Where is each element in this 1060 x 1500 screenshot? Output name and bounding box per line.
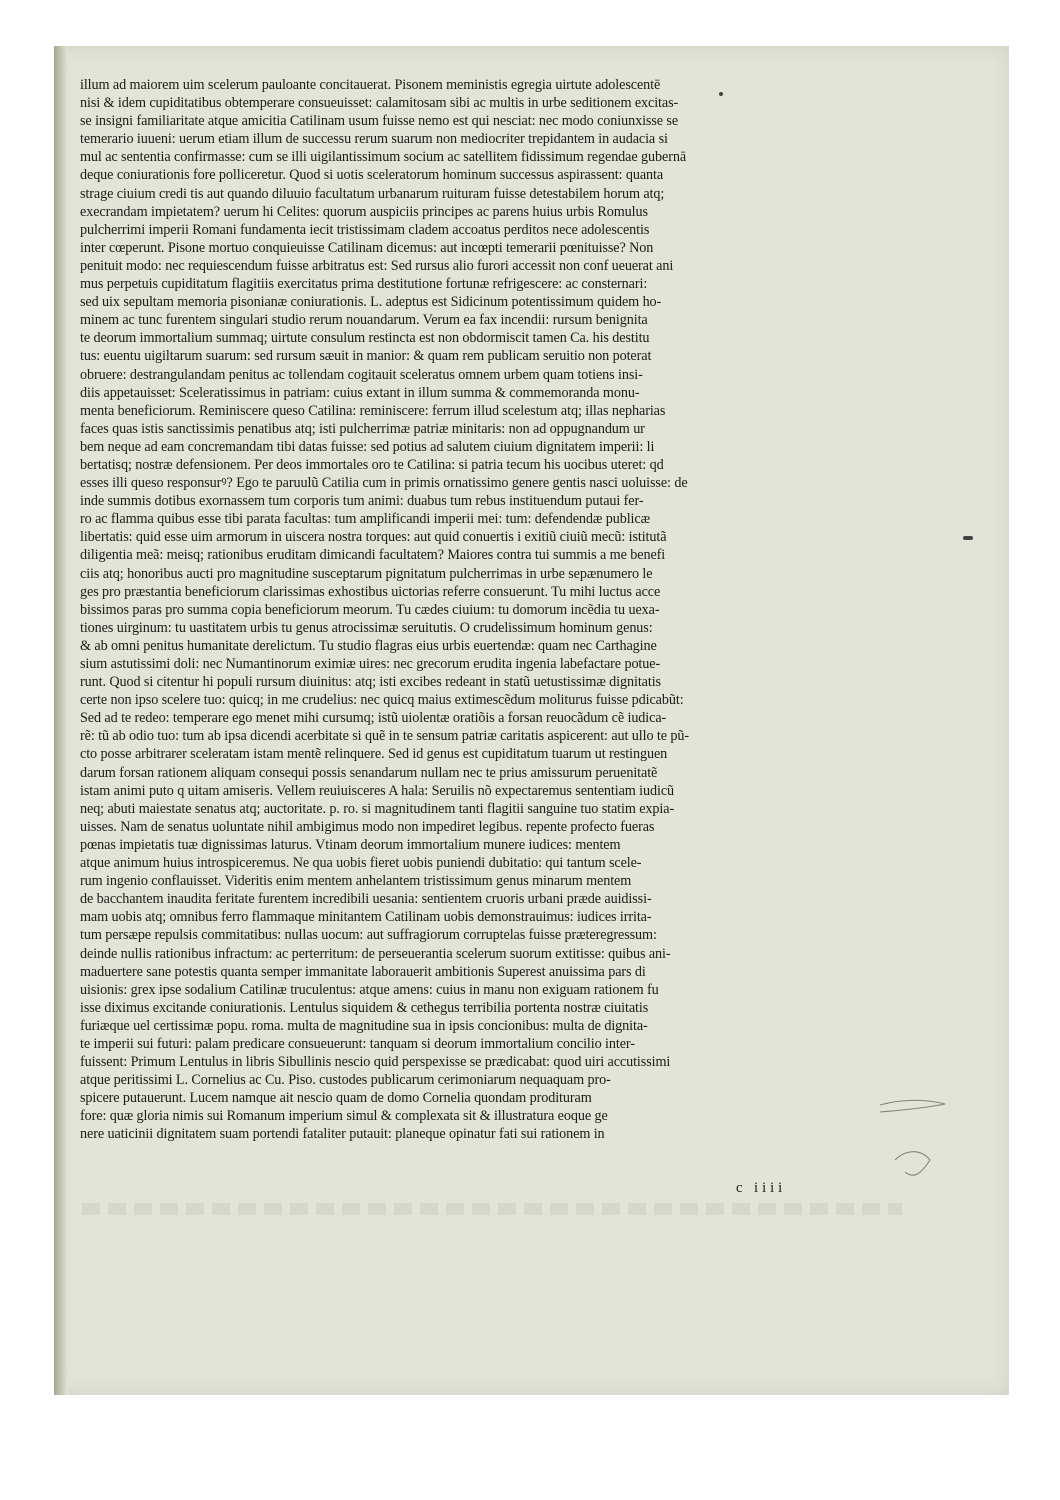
text-line: atque animum huius introspiceremus. Ne qua uobis fieret uobis puniendi dubitatio: qui tantum scele- <box>80 855 642 872</box>
text-line: diligentia meã: meisq; rationibus eruditam dimicandi facultatem? Maiores contra tui summis a me benefi <box>80 547 666 564</box>
text-line: isse diximus excitande coniurationis. Lentulus siquidem & cethegus terribilia portenta nostræ ciuitatis <box>80 999 649 1016</box>
ink-speck <box>963 536 973 540</box>
page-binding-edge <box>54 46 68 1395</box>
text-line: istam animi puto q uitam amiseris. Vellem reuiuisceres A hala: Seruilis nõ expectaremus sententiam iudicũ <box>80 782 675 799</box>
text-line: te deorum immortalium summaq; uirtute consulum restincta est non obdormiscit tamen Ca. his destitu <box>80 330 650 347</box>
text-line: ciis atq; honoribus aucti pro magnitudine susceptarum pignitatum pulcherrimas in urbe sepænumero le <box>80 565 653 582</box>
text-line: tum persæpe repulsis commitatibus: nullas uocum: aut suffragiorum corruptelas fuisse præteregressum: <box>80 927 657 944</box>
text-line: & ab omni penitus humanitate derelictum. Tu studio flagras eius urbis euertendæ: quam nec Carthagine <box>80 637 657 654</box>
text-line: sed uix sepultam memoria pisonianæ coniurationis. L. adeptus est Sidicinum potentissimum quidem ho- <box>80 294 662 311</box>
text-line: se insigni familiaritate atque amicitia Catilinam usum fuisse nemo est qui nesciat: nec modo coniunxisse se <box>80 113 679 130</box>
text-line: runt. Quod si citentur hi populi rursum diuinitus: atq; isti excibes redeant in statũ uetustissimæ dignitatis <box>80 674 661 691</box>
text-line: bissimos paras pro summa copia beneficiorum meorum. Tu cædes ciuium: tu domorum incẽdia tu uexa- <box>80 601 660 618</box>
text-line: nisi & idem cupiditatibus obtemperare consueuisset: calamitosam sibi ac multis in urbe seditionem excitas- <box>80 95 679 112</box>
text-line: atque peritissimi L. Cornelius ac Cu. Piso. custodes publicarum cerimoniarum nequaquam pro- <box>80 1072 611 1089</box>
text-line: bertatisq; nostræ defensionem. Per deos immortales oro te Catilina: si patria tecum his uocibus uteret: qd <box>80 456 664 473</box>
text-line: ro ac flamma quibus esse tibi parata facultas: tum amplificandi imperii mei: tum: defendendæ publicæ <box>80 511 650 528</box>
text-line: rum ingenio conflauisset. Videritis enim mentem anhelantem tristissimum genus minarum mentem <box>80 873 632 890</box>
text-line: libertatis: quid esse uim armorum in uiscera nostra torques: aut quid conuertis i exitiũ ciuiũ mecũ: istitutã <box>80 529 667 546</box>
text-line: nere uaticinii dignitatem suam portendi fataliter putauit: planeque opinatur fati sui rationem in <box>80 1126 605 1143</box>
text-line: ges pro præstantia beneficiorum clarissimas exhostibus uictorias referre consuerunt. Tu mihi luctus acce <box>80 583 661 600</box>
text-line: fuissent: Primum Lentulus in libris Sibullinis nescio quid perspexisse se prædicabat: quod uiri accutissimi <box>80 1054 671 1071</box>
text-line: strage ciuium credi tis aut quando diluuio facultatum urbanarum ruituram fuisse detestabilem horum atq; <box>80 185 665 202</box>
text-line: fore: quæ gloria nimis sui Romanum imperium simul & complexata sit & illustratura eoque ge <box>80 1108 608 1125</box>
text-line: esses illi queso responsurꝰ? Ego te paruulũ Catilia cum in primis ornatissimo genere gentis nasci uoluisse: de <box>80 475 688 492</box>
text-line: furiæque uel certissimæ popu. roma. multa de magnitudine sua in ipsis concionibus: multa de dignita- <box>80 1017 648 1034</box>
text-line: tus: euentu uigiltarum suarum: sed rursum sæuit in manior: & quam rem publicam seruitio non poterat <box>80 348 652 365</box>
signature-mark: c iiii <box>736 1180 787 1196</box>
text-line: certe non ipso scelere tuo: quicq; in me crudelius: nec quicq maius extimescẽdum moliturus fuisse pdicabũt: <box>80 692 684 709</box>
text-line: mam uobis atq; omnibus ferro flammaque minitantem Catilinam uobis demonstrauimus: iudices irrita- <box>80 909 652 926</box>
text-line: spicere putauerunt. Lucem namque ait nescio quam de domo Cornelia quondam prodituram <box>80 1090 592 1107</box>
text-line: cto posse arbitrarer sceleratam istam mentẽ relinquere. Sed id genus est cupiditatum tuarum ut restinguen <box>80 746 668 763</box>
text-line: execrandam impietatem? uerum hi Celites: quorum auspiciis principes ac parens huius urbis Romulus <box>80 203 648 220</box>
text-line: pœnas impietatis tuæ dignissimas laturus. Vtinam deorum immortalium munere iudices: mentem <box>80 836 621 853</box>
incunable-text-block <box>80 76 905 1144</box>
text-line: rẽ: tũ ab odio tuo: tum ab ipsa dicendi acerbitate si quẽ in te sensum patriæ caritatis aspicerent: aut ullo te pũ- <box>80 728 690 745</box>
text-line: temerario iuueni: uerum etiam illum de successu rerum suarum non mediocriter trepidantem in audacia si <box>80 131 668 148</box>
text-line: tiones uirginum: tu uastitatem urbis tu genus atrocissimæ seruitutis. O crudelissimum hominum genus: <box>80 619 653 636</box>
text-line: inde summis dotibus exornassem tum corporis tum animi: duabus tum rebus instituendum putaui fer- <box>80 493 644 510</box>
text-line: penituit modo: nec requiescendum fuisse arbitratus est: Sed rursus alio furori accessit non conf ueuerat ani <box>80 257 674 274</box>
text-line: faces quas istis sanctissimis penatibus atq; isti pulcherrimæ patriæ minitaris: non ad oppugnandum ur <box>80 420 645 437</box>
text-line: darum forsan rationem aliquam consequi possis senandarum nullam nec te prius amissurum peruenitatẽ <box>80 764 658 781</box>
text-line: de bacchantem inaudita feritate furentem incredibili uesania: sentientem cruoris urbani præde auidissi- <box>80 891 652 908</box>
text-line: uisses. Nam de senatus uoluntate nihil ambigimus modo non impediret legibus. repente profecto fueras <box>80 818 655 835</box>
text-line: deque coniurationis fore polliceretur. Quod si uotis sceleratorum hominum successus aspirassent: quanta <box>80 167 664 184</box>
text-line: uisionis: grex ipse sodalium Catilinæ truculentus: atque amens: cuius in manu non exiguam rationem fu <box>80 981 659 998</box>
text-line: inter cœperunt. Pisone mortuo conquieuisse Catilinam dicemus: aut incœpti temerarii pœnituisse? Non <box>80 239 654 256</box>
text-line: neq; abuti maiestate senatus atq; auctoritate. p. ro. si magnitudinem tanti flagitii sanguine tuo statim expia- <box>80 800 675 817</box>
text-line: te imperii sui futuri: palam predicare consueuerunt: tanquam si deorum immortalium concilio inter- <box>80 1035 635 1052</box>
text-line: obruere: destrangulandam penitus ac tollendam cogitauit sceleratus omnem urbem quam totiens insi- <box>80 366 643 383</box>
text-line: pulcherrimi imperii Romani fundamenta iecit tristissimam cladem accoatus perditos nece adolescentis <box>80 221 650 238</box>
text-line: mus perpetuis cupiditatum flagitiis exercitatus prima destitutione fortunæ refrigescere: ac consternari: <box>80 276 648 293</box>
text-line: bem neque ad eam concremandam tibi datas fuisse: sed potius ad salutem ciuium dignitatem imperii: li <box>80 438 655 455</box>
text-line: illum ad maiorem uim scelerum pauloante concitauerat. Pisonem meministis egregia uirtute adolescentē <box>80 77 661 93</box>
text-line: deinde nullis rationibus infractum: ac perterritum: de perseuerantia scelerum suorum extitisse: quibus ani- <box>80 945 671 962</box>
text-line: sium astutissimi doli: nec Numantinorum eximiæ uires: nec grecorum erudita ingenia labefactare potue- <box>80 656 661 672</box>
text-line: minem ac tunc furentem singulari studio rerum nouandarum. Verum ea fax incendii: rursum benignita <box>80 312 648 329</box>
text-line: maduertere sane potestis quanta semper immanitate laborauerit ambitionis Superest anuissima pars di <box>80 963 646 980</box>
text-line: Sed ad te redeo: temperare ego menet mihi cursumq; istũ uiolentæ oratiõis a forsan reuocãdum cẽ iudica- <box>80 710 667 727</box>
text-line: menta beneficiorum. Reminiscere queso Catilina: reminiscere: ferrum illud scelestum atq; illas nepharias <box>80 402 666 419</box>
text-line: mul ac sententia confirmasse: cum se illi uigilantissimum socium ac satellitem fidissimum regendae gubernā <box>80 149 687 166</box>
text-line: diis appetauisset: Sceleratissimus in patriam: cuius extant in illum summa & commemoranda monu- <box>80 384 640 401</box>
bleed-through-line <box>82 1203 902 1215</box>
